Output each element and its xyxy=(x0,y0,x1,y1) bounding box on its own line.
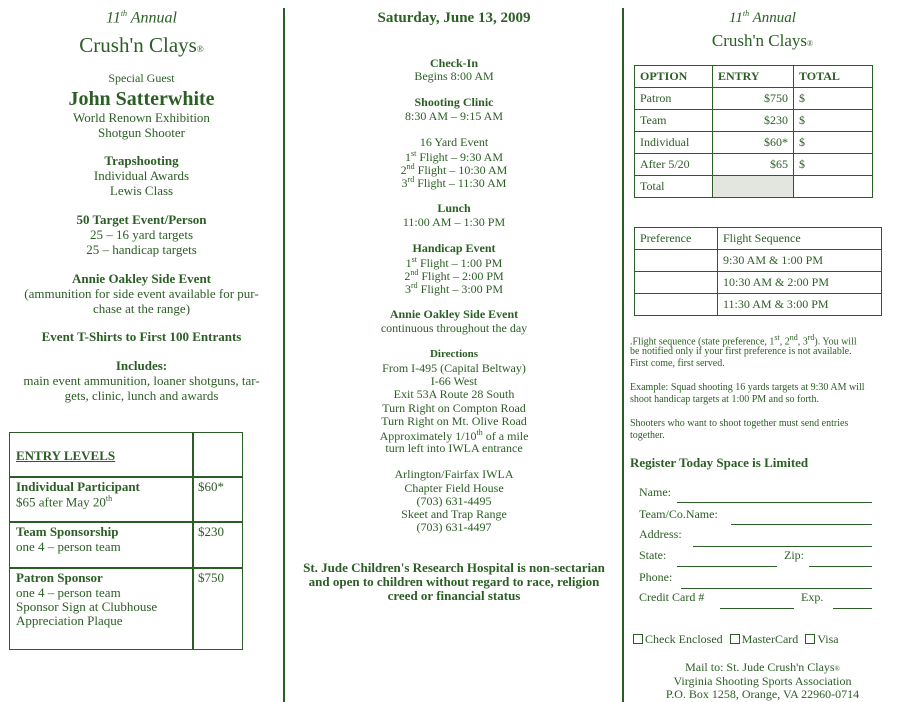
individual-price: $60* xyxy=(198,479,224,494)
total-col-header: TOTAL xyxy=(794,66,873,88)
venue-phone-2: (703) 631-4497 xyxy=(416,520,492,534)
right-panel xyxy=(625,0,900,702)
total-cell[interactable]: $ xyxy=(794,132,873,154)
option-cell: Total xyxy=(635,176,713,198)
preference-col-header: Preference xyxy=(635,228,718,250)
mastercard-checkbox[interactable] xyxy=(730,634,740,644)
st-jude-statement-1: St. Jude Children's Research Hospital is non-sectarian xyxy=(303,560,605,575)
yard16-flight-3: 3rd Flight – 11:30 AM xyxy=(401,175,507,190)
entry-cell: $60* xyxy=(713,132,794,154)
includes-line-1: main event ammunition, loaner shotguns, tar- xyxy=(23,373,260,388)
entry-levels-heading: ENTRY LEVELS xyxy=(16,448,116,463)
guest-name: John Satterwhite xyxy=(68,88,215,110)
annie-line-2: chase at the range) xyxy=(92,301,191,316)
preference-input-cell[interactable] xyxy=(635,250,718,272)
lunch-heading: Lunch xyxy=(437,201,471,215)
annie-oakley-side-line: continuous throughout the day xyxy=(380,321,528,335)
mail-org-line: Virginia Shooting Sports Association xyxy=(673,674,852,688)
flight-note-line-1: .Flight sequence (state preference, 1st, 2nd, 3rd). You will xyxy=(630,333,857,348)
includes-line-2: gets, clinic, lunch and awards xyxy=(64,388,219,403)
trap-line-2: Lewis Class xyxy=(109,183,174,198)
venue-phone-1: (703) 631-4495 xyxy=(416,494,492,508)
entry-cell: $750 xyxy=(713,88,794,110)
venue-line-4: Skeet and Trap Range xyxy=(401,507,507,521)
team-sub: one 4 – person team xyxy=(16,539,121,554)
individual-title: Individual Participant xyxy=(16,479,140,494)
team-price: $230 xyxy=(198,524,224,539)
check-enclosed-checkbox[interactable] xyxy=(633,634,643,644)
option-row-total xyxy=(635,176,873,198)
yard16-heading: 16 Yard Event xyxy=(419,135,489,149)
team-name-field[interactable] xyxy=(731,524,872,525)
option-cell: Patron xyxy=(635,88,713,110)
entry-cell: $65 xyxy=(713,154,794,176)
direction-line-3: Exit 53A Route 28 South xyxy=(393,387,515,401)
direction-line-7: turn left into IWLA entrance xyxy=(385,441,523,455)
entry-cell-shaded xyxy=(713,176,794,198)
team-name-label: Team/Co.Name: xyxy=(639,507,718,521)
event-date: Saturday, June 13, 2009 xyxy=(377,10,531,26)
direction-line-4: Turn Right on Compton Road xyxy=(382,401,526,415)
zip-field[interactable] xyxy=(809,566,872,567)
flight-sequence-cell: 11:30 AM & 3:00 PM xyxy=(718,294,882,316)
entry-box-rule-2 xyxy=(10,521,242,523)
patron-title: Patron Sponsor xyxy=(16,570,103,585)
trapshooting-heading: Trapshooting xyxy=(104,153,179,168)
guest-line-2: Shotgun Shooter xyxy=(97,125,186,140)
example-note-line-1: Example: Squad shooting 16 yards targets at 9:30 AM will xyxy=(630,382,865,393)
visa-label: Visa xyxy=(817,632,839,646)
total-cell[interactable]: $ xyxy=(794,88,873,110)
handicap-flight-2: 2nd Flight – 2:00 PM xyxy=(404,268,504,283)
venue-line-1: Arlington/Fairfax IWLA xyxy=(394,467,514,481)
preference-input-cell[interactable] xyxy=(635,294,718,316)
option-row-team xyxy=(635,110,873,132)
entry-levels-box xyxy=(9,432,243,650)
preference-header xyxy=(635,228,882,250)
option-cell: Individual xyxy=(635,132,713,154)
patron-line-1: one 4 – person team xyxy=(16,585,121,600)
address-field[interactable] xyxy=(693,546,872,547)
tshirt-heading: Event T-Shirts to First 100 Entrants xyxy=(41,329,242,344)
checkin-heading: Check-In xyxy=(429,56,478,70)
right-event-title: Crush'n Clays® xyxy=(711,31,814,50)
target-line-1: 25 – 16 yard targets xyxy=(89,227,194,242)
name-field[interactable] xyxy=(677,502,872,503)
register-heading: Register Today Space is Limited xyxy=(630,455,809,470)
together-note-line-1: Shooters who want to shoot together must send entries xyxy=(630,418,849,429)
option-cell: After 5/20 xyxy=(635,154,713,176)
credit-card-label: Credit Card # xyxy=(639,590,705,604)
handicap-flight-1: 1st Flight – 1:00 PM xyxy=(405,255,503,270)
option-table xyxy=(634,65,873,198)
patron-price: $750 xyxy=(198,570,224,585)
payment-options xyxy=(633,632,839,647)
checkin-time: Begins 8:00 AM xyxy=(414,69,494,83)
option-row-individual xyxy=(635,132,873,154)
total-cell[interactable]: $ xyxy=(794,110,873,132)
guest-line-1: World Renown Exhibition xyxy=(73,110,210,125)
annie-oakley-heading: Annie Oakley Side Event xyxy=(71,271,212,286)
mail-to-line: Mail to: St. Jude Crush'n Clays® xyxy=(685,660,840,674)
zip-label: Zip: xyxy=(784,548,804,562)
phone-field[interactable] xyxy=(681,588,872,589)
annie-oakley-side-heading: Annie Oakley Side Event xyxy=(389,307,519,321)
right-edition-heading: 11th Annual xyxy=(729,9,796,26)
option-row-after-520 xyxy=(635,154,873,176)
option-cell: Team xyxy=(635,110,713,132)
flight-sequence-cell: 9:30 AM & 1:00 PM xyxy=(718,250,882,272)
name-label: Name: xyxy=(639,485,671,499)
includes-heading: Includes: xyxy=(115,358,168,373)
direction-line-5: Turn Right on Mt. Olive Road xyxy=(381,414,527,428)
preference-row xyxy=(635,250,882,272)
team-title: Team Sponsorship xyxy=(16,524,119,539)
patron-line-2: Sponsor Sign at Clubhouse xyxy=(16,599,158,614)
option-col-header: OPTION xyxy=(635,66,713,88)
flight-note-line-2: be notified only if your first preference is not available. xyxy=(630,346,852,357)
st-jude-statement-3: creed or financial status xyxy=(387,588,521,603)
handicap-flight-3: 3rd Flight – 3:00 PM xyxy=(404,281,504,296)
individual-sub: $65 after May 20th xyxy=(16,494,113,510)
entry-box-rule-3 xyxy=(10,567,242,569)
column-divider-right xyxy=(622,8,624,702)
flight-sequence-cell: 10:30 AM & 2:00 PM xyxy=(718,272,882,294)
left-panel xyxy=(0,0,283,702)
yard16-flight-1: 1st Flight – 9:30 AM xyxy=(404,149,504,164)
direction-line-1: From I-495 (Capital Beltway) xyxy=(382,361,526,375)
flight-sequence-col-header: Flight Sequence xyxy=(718,228,882,250)
entry-box-rule-1 xyxy=(10,476,242,478)
target-event-heading: 50 Target Event/Person xyxy=(76,212,207,227)
credit-card-field[interactable] xyxy=(720,608,794,609)
phone-label: Phone: xyxy=(639,570,673,584)
entry-col-header: ENTRY xyxy=(713,66,794,88)
trap-line-1: Individual Awards xyxy=(93,168,190,183)
grand-total-cell[interactable] xyxy=(794,176,873,198)
total-cell[interactable]: $ xyxy=(794,154,873,176)
annie-line-1: (ammunition for side event available for pur- xyxy=(24,286,259,301)
handicap-heading: Handicap Event xyxy=(412,241,496,255)
edition-heading: 11th Annual xyxy=(106,9,177,27)
special-guest-label: Special Guest xyxy=(108,71,175,85)
exp-field[interactable] xyxy=(833,608,872,609)
option-table-header xyxy=(635,66,873,88)
venue-line-2: Chapter Field House xyxy=(404,481,504,495)
st-jude-statement-2: and open to children without regard to race, religion xyxy=(308,574,600,589)
entry-cell: $230 xyxy=(713,110,794,132)
clinic-time: 8:30 AM – 9:15 AM xyxy=(404,109,503,123)
direction-line-6: Approximately 1/10th of a mile xyxy=(379,428,529,443)
mail-address-line: P.O. Box 1258, Orange, VA 22960-0714 xyxy=(665,687,860,701)
example-note-line-2: shoot handicap targets at 1:00 PM and so forth. xyxy=(630,394,819,405)
clinic-heading: Shooting Clinic xyxy=(414,95,494,109)
middle-panel xyxy=(286,0,622,702)
directions-heading: Directions xyxy=(429,348,479,360)
preference-table xyxy=(634,227,882,316)
entry-box-divider xyxy=(192,433,194,649)
option-row-patron xyxy=(635,88,873,110)
column-divider-left xyxy=(283,8,285,702)
lunch-time: 11:00 AM – 1:30 PM xyxy=(402,215,506,229)
preference-row xyxy=(635,294,882,316)
flight-note-line-3: First come, first served. xyxy=(630,358,725,369)
state-field[interactable] xyxy=(677,566,777,567)
mastercard-label: MasterCard xyxy=(741,632,799,646)
direction-line-2: I-66 West xyxy=(430,374,478,388)
preference-row xyxy=(635,272,882,294)
visa-checkbox[interactable] xyxy=(805,634,815,644)
state-label: State: xyxy=(639,548,667,562)
preference-input-cell[interactable] xyxy=(635,272,718,294)
yard16-flight-2: 2nd Flight – 10:30 AM xyxy=(400,162,508,177)
address-label: Address: xyxy=(639,527,682,541)
check-enclosed-label: Check Enclosed xyxy=(645,632,723,646)
target-line-2: 25 – handicap targets xyxy=(86,242,197,257)
together-note-line-2: together. xyxy=(630,430,665,441)
patron-line-3: Appreciation Plaque xyxy=(16,613,123,628)
event-title: Crush'n Clays® xyxy=(79,33,204,57)
exp-label: Exp. xyxy=(801,590,824,604)
